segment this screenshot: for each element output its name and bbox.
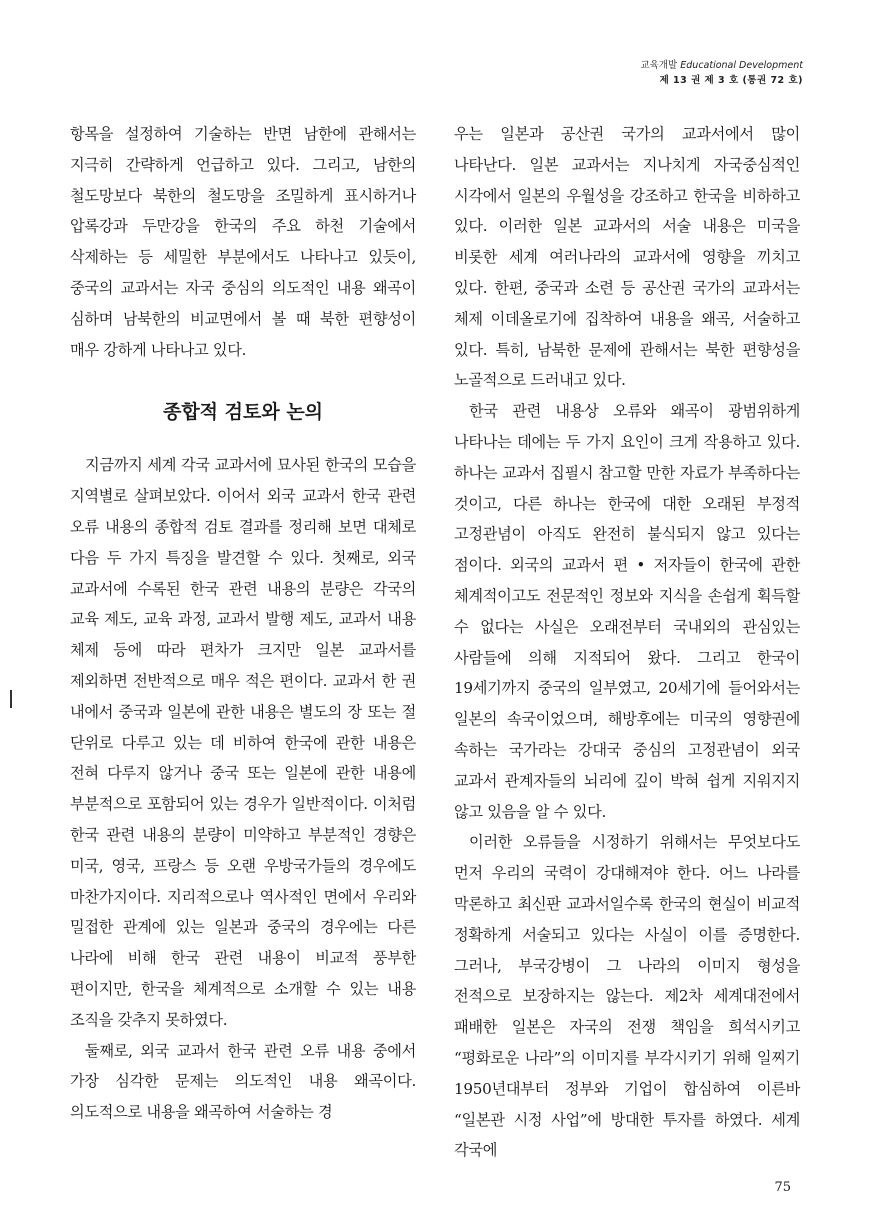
- left-column: [70, 119, 416, 1128]
- page-number: 75: [774, 1180, 791, 1195]
- left-paragraph-3: 둘째로, 외국 교과서 한국 관련 오류 내용 중에서 가장 심각한 문제는 의도적인 내용 왜곡이다. 의도적으로 내용을 왜곡하여 서술하는 경: [70, 1041, 416, 1122]
- right-paragraph-3: 이러한 오류들을 시정하기 위해서는 무엇보다도 먼저 우리의 국력이 강대해져야 한다. 어느 나라를 막론하고 최신판 교과서일수록 한국의 현실이 비교적 정확하게 서술되고 있다는 사실이 이를 증명한다. 그러나, 부국강병이 그 나라의 이미지 형성을 전적으로 보장하지는 않는다. 제2차 세계대전에서 패배한 일본은 자국의 전쟁 책임을 희석시키고 “평화로운 나라”의 이미지를 부각시키기 위해 일찌기 1950년대부터 정부와 기업이 합심하여 이른바 “일본관 시정 사업”에 방대한 투자를 하였다. 세계 각국에: [454, 833, 800, 1160]
- journal-title-kr: 교육개발: [640, 60, 678, 71]
- right-paragraph-2: 한국 관련 내용상 오류와 왜곡이 광범위하게 나타나는 데에는 두 가지 요인이 크게 작용하고 있다. 하나는 교과서 집필시 참고할 만한 자료가 부족하다는 것이고, 다른 하나는 한국에 대한 오래된 부정적 고정관념이 아직도 완전히 불식되지 않고 있다는 점이다. 외국의 교과서 편 • 저자들이 한국에 관한 체계적이고도 전문적인 정보와 지식을 손쉽게 획득할 수 없다는 사실은 오래전부터 국내외의 관심있는 사람들에 의해 지적되어 왔다. 그리고 한국이 19세기까지 중국의 일부였고, 20세기에 들어와서는 일본의 속국이었으며, 해방후에는 미국의 영향권에 속하는 국가라는 강대국 중심의 고정관념이 외국 교과서 관계자들의 뇌리에 깊이 박혀 쉽게 지워지지 않고 있음을 알 수 있다.: [454, 402, 800, 821]
- running-header: [641, 58, 803, 88]
- left-paragraph-2: 지금까지 세계 각국 교과서에 묘사된 한국의 모습을 지역별로 살펴보았다. 이어서 외국 교과서 한국 관련 오류 내용의 종합적 검토 결과를 정리해 보면 대체로 다음 두 가지 특징을 발견할 수 있다. 첫째로, 외국 교과서에 수록된 한국 관련 내용의 분량은 각국의 교육 제도, 교육 과정, 교과서 발행 제도, 교과서 내용 체제 등에 따라 편차가 크지만 일본 교과서를 제외하면 전반적으로 매우 적은 편이다. 교과서 한 권 내에서 중국과 일본에 관한 내용은 별도의 장 또는 절 단위로 다루고 있는 데 비하여 한국에 관한 내용은 전혀 다루지 않거나 중국 또는 일본에 관한 내용에 부분적으로 포함되어 있는 경우가 일반적이다. 이처럼 한국 관련 내용의 분량이 미약하고 부분적인 경향은 미국, 영국, 프랑스 등 오랜 우방국가들의 경우에도 마찬가지이다. 지리적으로나 역사적인 면에서 우리와 밀접한 관계에 있는 일본과 중국의 경우에는 다른 나라에 비해 한국 관련 내용이 비교적 풍부한 편이지만, 한국을 체계적으로 소개할 수 있는 내용 조직을 갖추지 못하였다.: [70, 456, 416, 1029]
- journal-title: [641, 58, 803, 73]
- issue-info: 제 13 권 제 3 호 (통권 72 호): [659, 75, 803, 86]
- section-heading: 종합적 검토와 논의: [162, 401, 324, 424]
- left-paragraph-1: 항목을 설정하여 기술하는 반면 남한에 관해서는 지극히 간략하게 언급하고 있다. 그리고, 남한의 철도망보다 북한의 철도망을 조밀하게 표시하거나 압록강과 두만강을 한국의 주요 하천 기술에서 삭제하는 등 세밀한 부분에서도 나타나고 있듯이, 중국의 교과서는 자국 중심의 의도적인 내용 왜곡이 심하며 남북한의 비교면에서 볼 때 북한 편향성이 매우 강하게 나타나고 있다.: [70, 125, 416, 359]
- margin-mark: [10, 690, 12, 708]
- journal-title-en: Educational Development: [680, 60, 803, 71]
- right-paragraph-1: 우는 일본과 공산권 국가의 교과서에서 많이 나타난다. 일본 교과서는 지나치게 자국중심적인 시각에서 일본의 우월성을 강조하고 한국을 비하하고 있다. 이러한 일본 교과서의 서술 내용은 미국을 비롯한 세계 여러나라의 교과서에 영향을 끼치고 있다. 한편, 중국과 소련 등 공산권 국가의 교과서는 체제 이데올로기에 집착하여 내용을 왜곡, 서술하고 있다. 특히, 남북한 문제에 관해서는 북한 편향성을 노골적으로 드러내고 있다.: [454, 125, 800, 390]
- right-column: [454, 119, 800, 1166]
